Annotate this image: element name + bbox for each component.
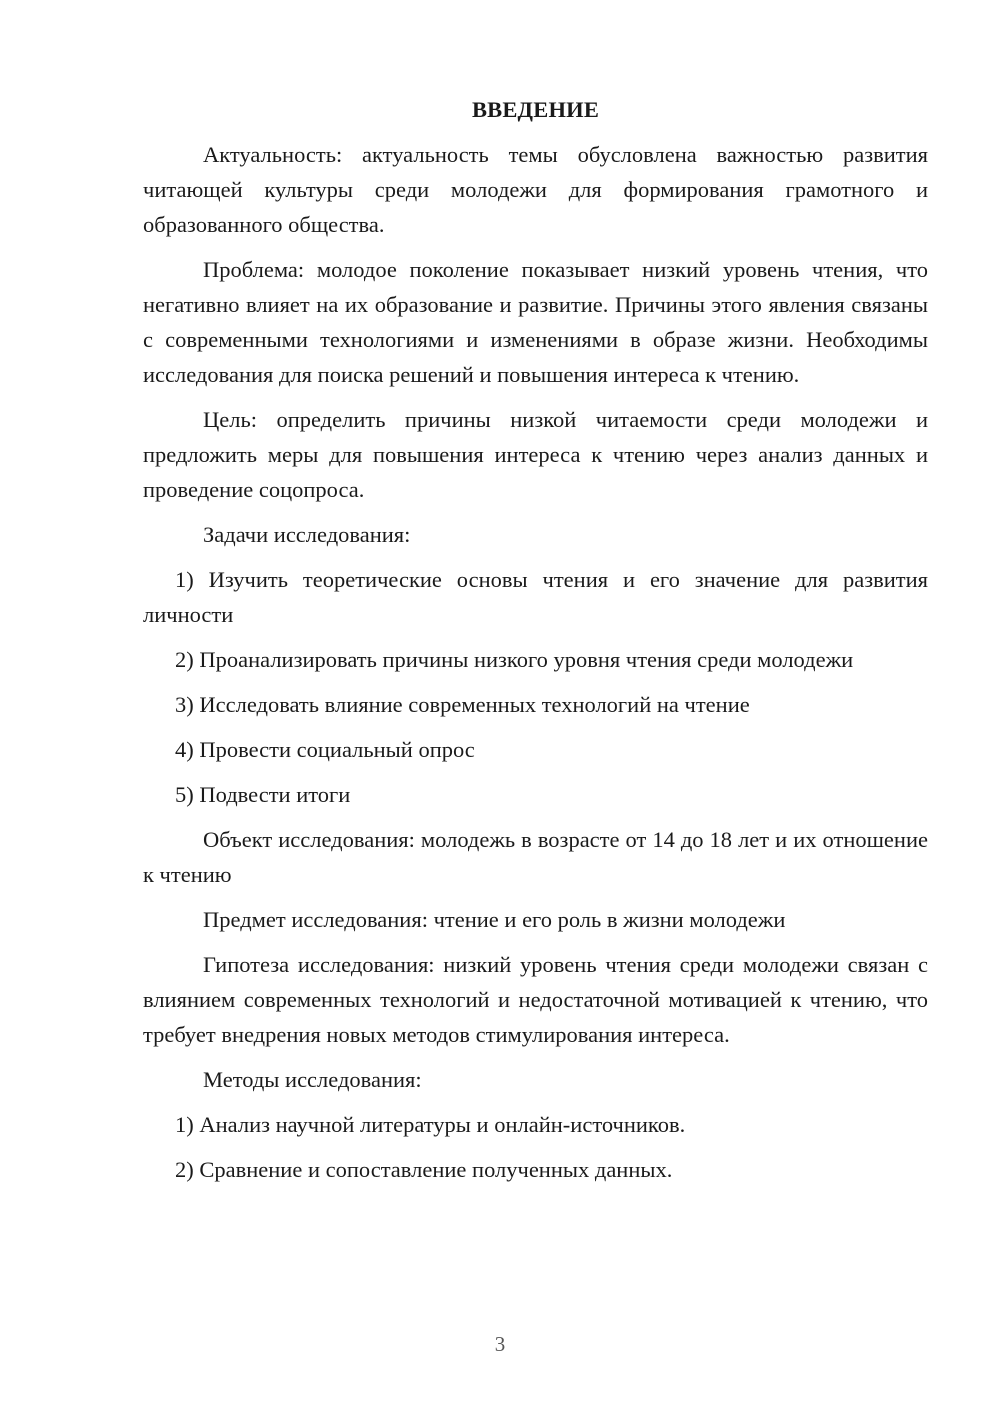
object-paragraph: Объект исследования: молодежь в возрасте от 14 до 18 лет и их отношение к чтению bbox=[143, 827, 928, 887]
task-item-2: 2) Проанализировать причины низкого уровня чтения среди молодежи bbox=[175, 647, 854, 672]
task-item-1: 1) Изучить теоретические основы чтения и его значение для развития личности bbox=[143, 567, 928, 627]
tasks-heading: Задачи исследования: bbox=[203, 522, 411, 547]
hypothesis-paragraph: Гипотеза исследования: низкий уровень чтения среди молодежи связан с влиянием современных технологий и недостаточной мотивацией к чтению, что требует внедрения новых методов стимулирования интереса. bbox=[143, 952, 928, 1047]
method-item-2: 2) Сравнение и сопоставление полученных данных. bbox=[175, 1157, 673, 1182]
method-item-1: 1) Анализ научной литературы и онлайн-источников. bbox=[175, 1112, 686, 1137]
methods-heading: Методы исследования: bbox=[203, 1067, 422, 1092]
goal-paragraph: Цель: определить причины низкой читаемости среди молодежи и предложить меры для повышения интереса к чтению через анализ данных и проведение соцопроса. bbox=[143, 407, 928, 502]
subject-paragraph: Предмет исследования: чтение и его роль в жизни молодежи bbox=[203, 907, 786, 932]
task-item-4: 4) Провести социальный опрос bbox=[175, 737, 475, 762]
document-page bbox=[143, 92, 928, 1197]
problem-paragraph: Проблема: молодое поколение показывает низкий уровень чтения, что негативно влияет на их образование и развитие. Причины этого явления связаны с современными технологиями и изменениями в образе жизни. Необходимы исследования для поиска решений и повышения интереса к чтению. bbox=[143, 257, 928, 387]
task-item-5: 5) Подвести итоги bbox=[175, 782, 351, 807]
page-title: ВВЕДЕНИЕ bbox=[471, 97, 600, 122]
page-number: 3 bbox=[494, 1332, 506, 1356]
relevance-paragraph: Актуальность: актуальность темы обусловлена важностью развития читающей культуры среди молодежи для формирования грамотного и образованного общества. bbox=[143, 142, 928, 237]
task-item-3: 3) Исследовать влияние современных технологий на чтение bbox=[175, 692, 750, 717]
